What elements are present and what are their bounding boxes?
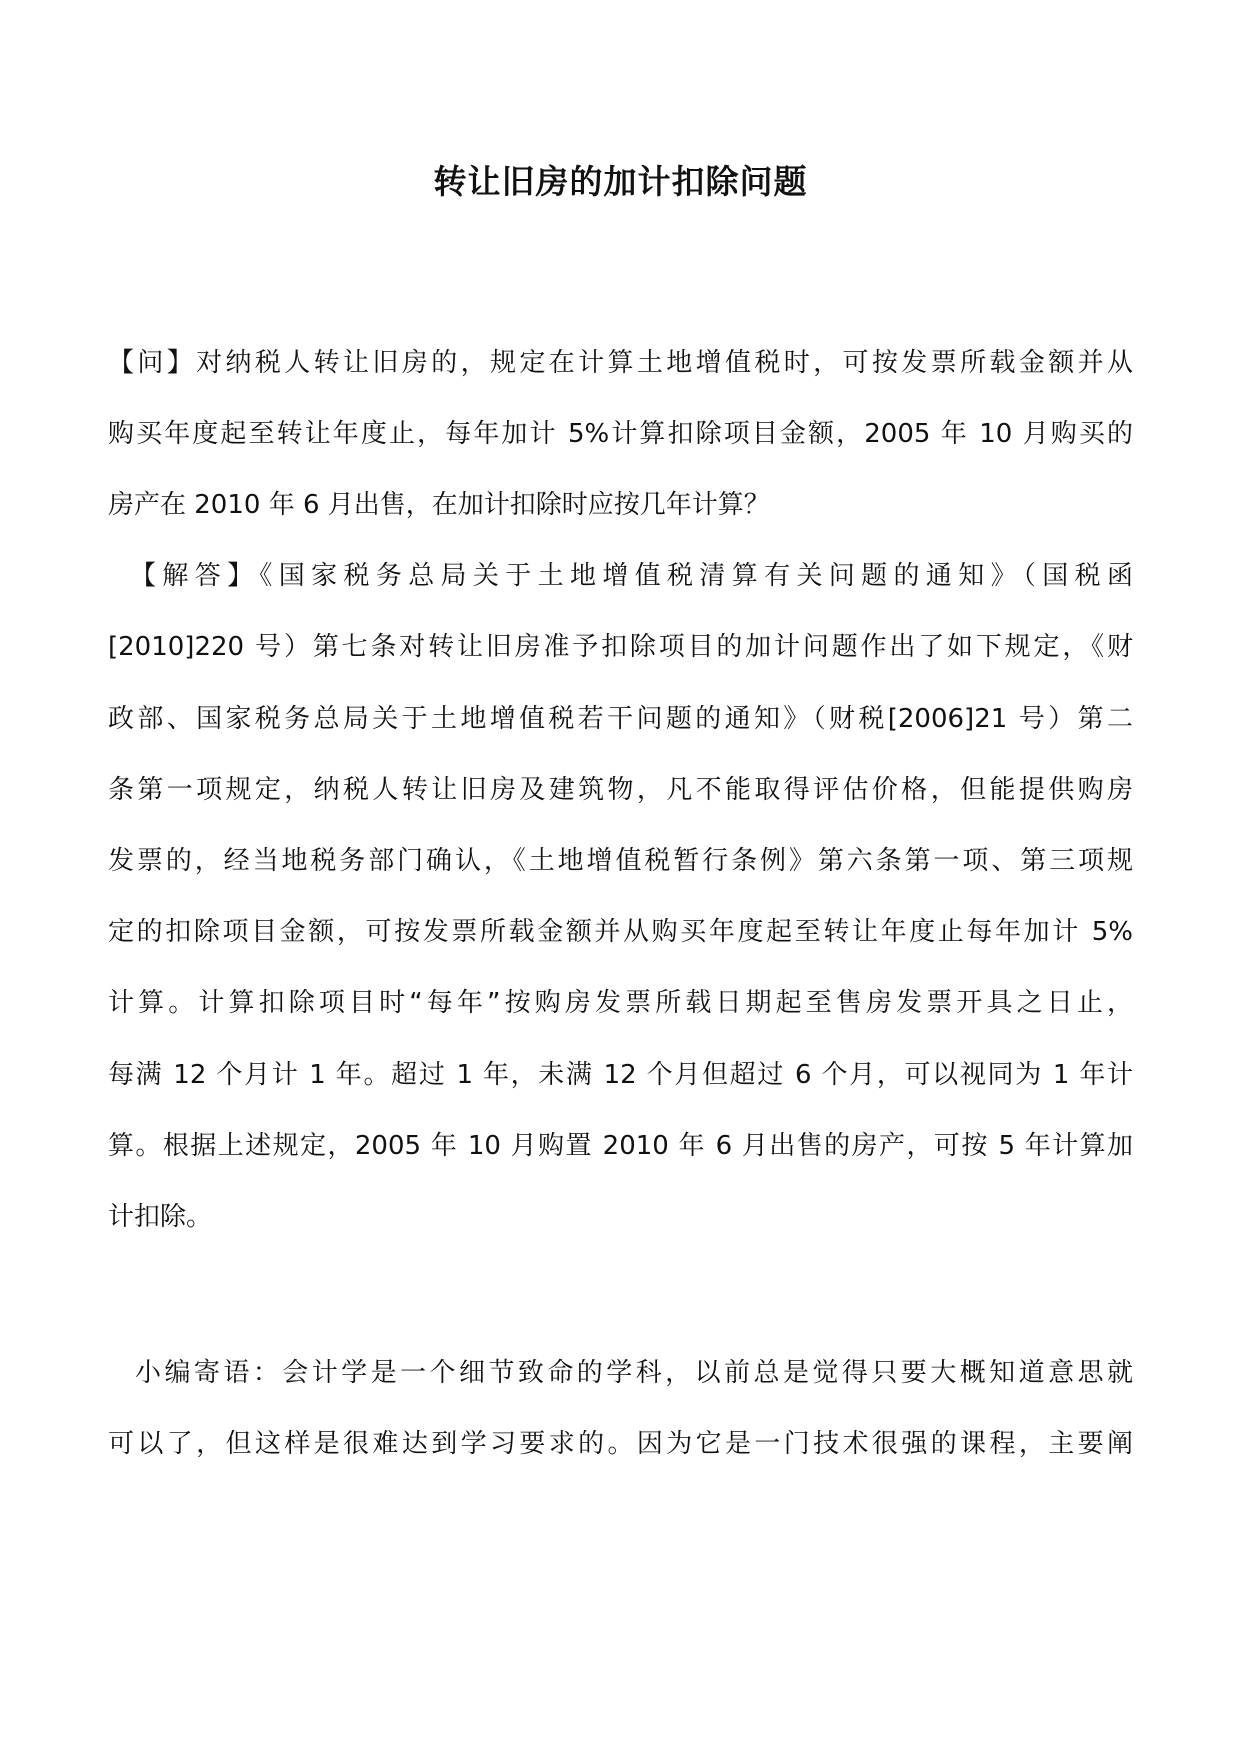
answer-line: 条第一项规定，纳税人转让旧房及建筑物，凡不能取得评估价格，但能提供购房 bbox=[108, 775, 1133, 805]
question-line: 房产在 2010 年 6 月出售，在加计扣除时应按几年计算？ bbox=[108, 490, 770, 520]
editor-note-line: 可以了，但这样是很难达到学习要求的。因为它是一门技术很强的课程，主要阐 bbox=[108, 1429, 1133, 1459]
answer-line: 计扣除。 bbox=[108, 1202, 213, 1232]
answer-line: 算。根据上述规定，2005 年 10 月购置 2010 年 6 月出售的房产，可按 5 年计算加 bbox=[108, 1131, 1133, 1161]
answer-line: [2010]220 号）第七条对转让旧房准予扣除项目的加计问题作出了如下规定，《财 bbox=[108, 632, 1133, 662]
answer-line: 发票的，经当地税务部门确认，《土地增值税暂行条例》第六条第一项、第三项规 bbox=[108, 846, 1133, 876]
answer-line: 计算。计算扣除项目时“每年”按购房发票所载日期起至售房发票开具之日止， bbox=[108, 988, 1133, 1018]
answer-line: 政部、国家税务总局关于土地增值税若干问题的通知》（财税[2006]21 号）第二 bbox=[108, 704, 1133, 734]
question-line: 购买年度起至转让年度止，每年加计 5%计算扣除项目金额，2005 年 10 月购买的 bbox=[108, 419, 1133, 449]
answer-line: 【解答】《国家税务总局关于土地增值税清算有关问题的通知》（国税函 bbox=[130, 561, 1133, 591]
answer-line: 每满 12 个月计 1 年。超过 1 年，未满 12 个月但超过 6 个月，可以视同为 1 年计 bbox=[108, 1060, 1133, 1090]
editor-note-line: 小编寄语：会计学是一个细节致命的学科，以前总是觉得只要大概知道意思就 bbox=[135, 1358, 1133, 1388]
question-line: 【问】对纳税人转让旧房的，规定在计算土地增值税时，可按发票所载金额并从 bbox=[108, 348, 1133, 378]
document-title: 转让旧房的加计扣除问题 bbox=[433, 162, 808, 201]
answer-line: 定的扣除项目金额，可按发票所载金额并从购买年度起至转让年度止每年加计 5% bbox=[108, 917, 1133, 947]
